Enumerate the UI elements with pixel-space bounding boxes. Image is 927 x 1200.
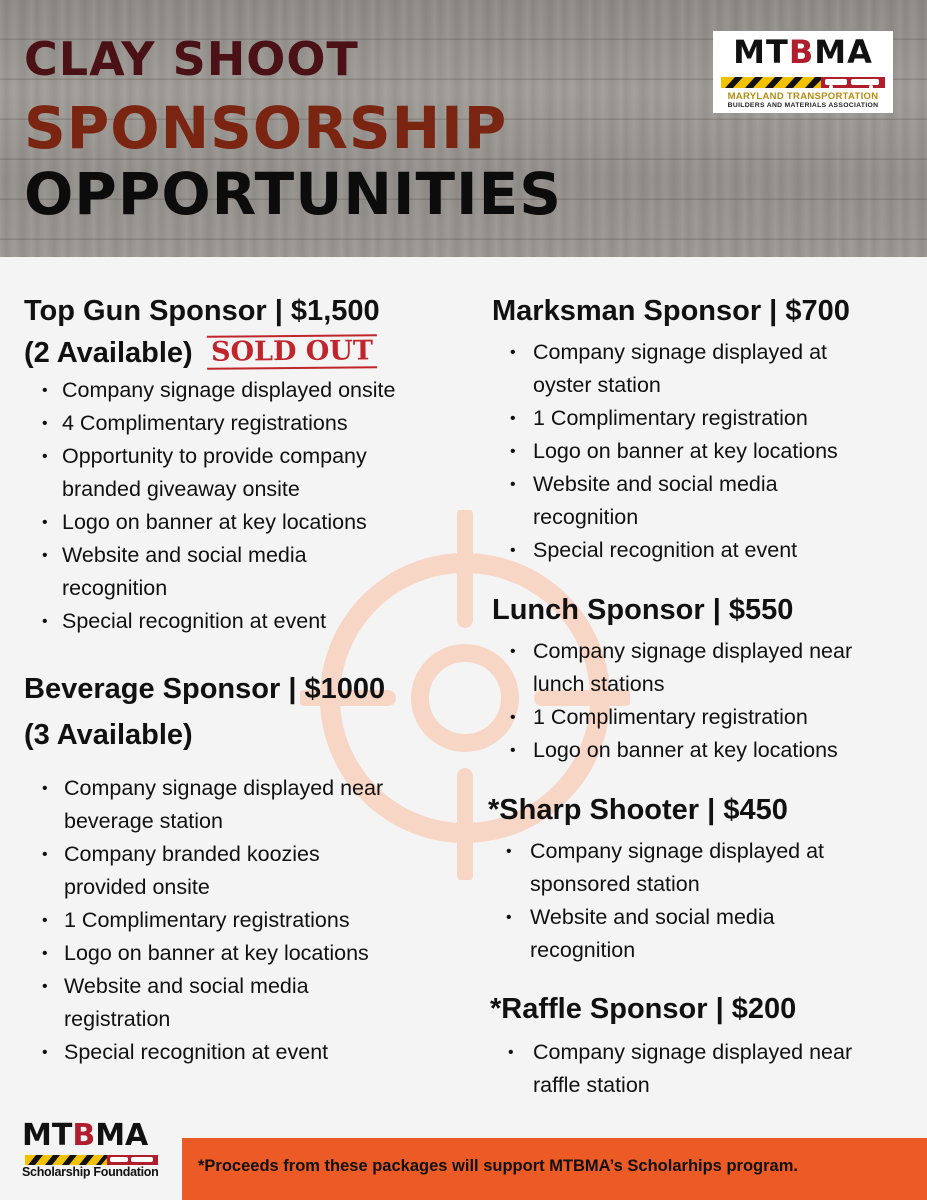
logo-subtitle-2: BUILDERS AND MATERIALS ASSOCIATION — [727, 102, 879, 109]
header-banner — [0, 0, 927, 257]
mtbma-logo — [713, 31, 893, 113]
sold-out-stamp: SOLD OUT — [207, 334, 377, 369]
section-title: *Sharp Shooter | $450 — [488, 794, 788, 826]
section-title: Lunch Sponsor | $550 — [492, 594, 794, 626]
section-title: *Raffle Sponsor | $200 — [490, 993, 797, 1025]
scholarship-foundation-logo — [22, 1118, 162, 1184]
section-title: Top Gun Sponsor | $1,500 — [24, 295, 380, 327]
list-item: • Website and social media registration — [24, 970, 464, 1036]
lunch-section — [492, 589, 912, 767]
list-item: • Company signage displayed at sponsored station — [488, 835, 908, 901]
list-item: • Logo on banner at key locations — [492, 734, 912, 767]
list-item: • Company signage displayed onsite — [24, 374, 464, 407]
proceeds-text: *Proceeds from these packages will support MTBMA’s Scholarhips program. — [198, 1157, 798, 1175]
list-item: • Website and social media recognition — [488, 901, 908, 967]
list-item: • 1 Complimentary registrations — [24, 904, 464, 937]
logo-wordmark: MTBMA — [733, 33, 873, 71]
list-item: • Company signage displayed near lunch stations — [492, 635, 912, 701]
benefits-list — [492, 635, 912, 767]
benefits-list — [488, 835, 908, 967]
list-item: • Company signage displayed near raffle station — [490, 1036, 910, 1102]
benefits-list — [24, 374, 464, 638]
left-column — [24, 290, 464, 638]
section-subtitle: (3 Available) — [24, 719, 193, 751]
logo-wordmark: MTBMA — [22, 1118, 149, 1153]
list-item: • 1 Complimentary registration — [492, 701, 912, 734]
list-item: • Company branded koozies provided onsite — [24, 838, 464, 904]
list-item: • Company signage displayed at oyster station — [492, 336, 912, 402]
beverage-section — [24, 668, 464, 1069]
maryland-flag-car-icon — [25, 1154, 158, 1165]
list-item: • Special recognition at event — [24, 605, 464, 638]
logo-subtitle-1: MARYLAND TRANSPORTATION — [727, 91, 879, 102]
list-item: • Website and social media recognition — [24, 539, 464, 605]
list-item: • Logo on banner at key locations — [24, 506, 464, 539]
title-line-1: CLAY SHOOT — [24, 32, 359, 86]
list-item: • Website and social media recognition — [492, 468, 912, 534]
benefits-list — [490, 1036, 910, 1102]
marksman-section — [492, 290, 912, 567]
list-item: • Logo on banner at key locations — [24, 937, 464, 970]
benefits-list — [24, 772, 464, 1069]
availability-text: (2 Available) — [24, 337, 193, 369]
list-item: • Logo on banner at key locations — [492, 435, 912, 468]
list-item: • 1 Complimentary registration — [492, 402, 912, 435]
title-line-3: OPPORTUNITIES — [24, 160, 563, 228]
list-item: • Special recognition at event — [24, 1036, 464, 1069]
sharp-shooter-section — [488, 789, 908, 967]
list-item: • Opportunity to provide company branded giveaway onsite — [24, 440, 464, 506]
top-gun-section — [24, 290, 464, 638]
maryland-flag-car-icon — [721, 75, 885, 89]
section-title: Beverage Sponsor | $1000 — [24, 673, 386, 705]
list-item: • 4 Complimentary registrations — [24, 407, 464, 440]
section-title: Marksman Sponsor | $700 — [492, 295, 850, 327]
title-line-2: SPONSORSHIP — [24, 94, 508, 162]
list-item: • Company signage displayed near beverage station — [24, 772, 464, 838]
logo-subtitle: Scholarship Foundation — [22, 1165, 159, 1179]
benefits-list — [492, 336, 912, 567]
proceeds-banner — [182, 1138, 927, 1200]
section-subtitle — [24, 332, 464, 374]
raffle-section — [490, 988, 910, 1102]
list-item: • Special recognition at event — [492, 534, 912, 567]
left-column-2 — [24, 668, 464, 1069]
